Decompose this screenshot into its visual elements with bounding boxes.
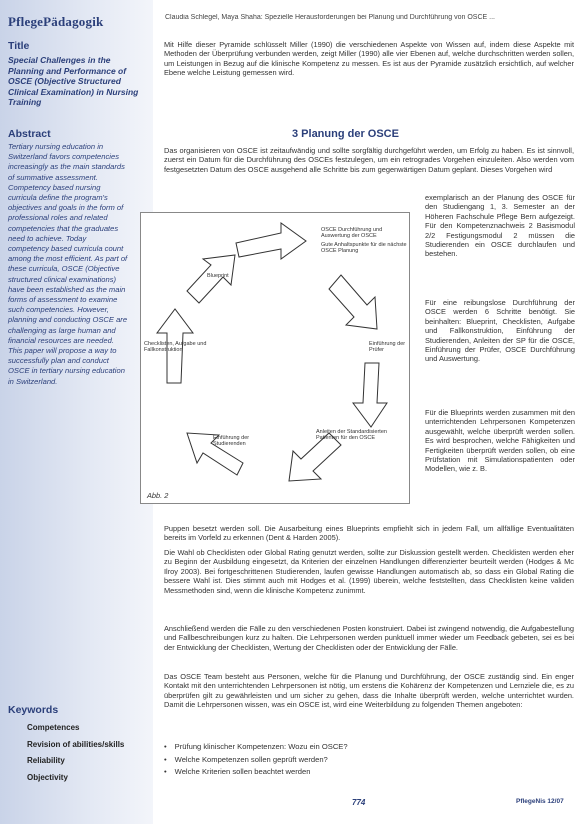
- paragraph-4: Die Wahl ob Checklisten oder Global Rating genutzt werden, sollte zur Diskussion gestellt werden. Checklisten werden eher zu Beginn der Ausbildung eingesetzt, da Kriterien der einzelnen Handlungen differenzierter beurteilt werden (Hodges & Mc Ilroy 2003). Bei fortgeschrittenen Studierenden, laufen gewisse Handlungen automatisch ab, so dass ein Global Rating die bessere Wahl ist. Dies stimmt auch mit Hodges et al. (1999) überein, welche feststellten, dass Checklisten keine validen Messmethoden sind, wenn die klinische Kompetenz zunimmt.: [164, 548, 574, 595]
- cycle-arrow: [236, 223, 306, 259]
- section-title: 3 Planung der OSCE: [292, 128, 399, 140]
- figure-caption: Abb. 2: [147, 491, 169, 500]
- journal-issue: PflegeNis 12/07: [516, 798, 564, 805]
- cycle-arrows-graphic: [141, 213, 411, 505]
- figure-label-students: Einführung der Studierenden: [213, 435, 250, 448]
- paragraph-3-continued: Puppen besetzt werden soll. Die Ausarbeitung eines Blueprints empfiehlt sich in jedem Fall, um allfällige Eventualitäten bereits im Vorfeld zu erkennen (Dent & Harden 2005).: [164, 524, 574, 543]
- keywords-heading: Keywords: [8, 704, 59, 716]
- cycle-arrow: [329, 275, 377, 329]
- keyword-item: Revision of abilities/skills: [27, 739, 125, 749]
- paragraph-1-right: exemplarisch an der Planung des OSCE für den Studiengang 1, 3. Semester an der Höheren Fachschule Pflege Bern aufgezeigt. Für den Kompetenznachweis 2 Basismodul 2/2 Festigungsmodul 2 müssen die Studierenden ein OSCE durchlaufen und bestehen.: [425, 193, 575, 259]
- running-title: Claudia Schlegel, Maya Shaha: Spezielle Herausforderungen bei Planung und Durchführung von OSCE ...: [165, 14, 495, 21]
- abstract-text: Tertiary nursing education in Switzerland favors competencies increasingly as the main standards of summative assessment. Competency based nursing curricula define the program's objectives and goals in the form of professional roles and related competencies that the graduates need to achieve. Today competency based curricula count among the most efficient. As part of these curricula, OSCE (Objective structured clinical examinations) have been established as the main forms of assessment to examine such competencies. However, planning and conducting OSCE are challenging as large human and financial resources are needed. This paper will propose a way to successfully plan and conduct OSCE in tertiary nursing education in Switzerland.: [8, 142, 128, 386]
- page-number: 774: [352, 798, 366, 807]
- english-title: Special Challenges in the Planning and Performance of OSCE (Objective Structured Clinical Examination) in Nursing Training: [8, 55, 139, 107]
- intro-paragraph: Mit Hilfe dieser Pyramide schlüsselt Miller (1990) die verschiedenen Aspekte von Wissen auf, indem diese Aspekte mit Methoden der Überprüfung verbunden werden, zeigt Miller (1990) alle vier Ebenen auf, welche durchschritten werden sollen, um Leistungen in Bezug auf die klinische Kompetenz zu messen. Es ist aus der Pyramide zusätzlich ersichtlich, auf welcher Ebene welche Leistung gemessen wird.: [164, 40, 574, 78]
- bullet-list: [164, 741, 348, 779]
- bullet-item: • Welche Kompetenzen sollen geprüft werden?: [164, 754, 348, 767]
- abstract-heading: Abstract: [8, 128, 51, 140]
- paragraph-3-right: Für die Blueprints werden zusammen mit den unterrichtenden Lehrpersonen Kompetenzen ausgewählt, welche überprüft werden sollen. Es wird besprochen, welche Fähigkeiten und Fertigkeiten überprüft werden sollen, ob eine Prüfstation mit Simulationspatienten oder Modellen, wie z. B.: [425, 408, 575, 474]
- planning-cycle-figure: [140, 212, 410, 504]
- paragraph-5: Anschließend werden die Fälle zu den verschiedenen Posten konstruiert. Dabei ist zwingend notwendig, die Aufgabestellung und Fallbeschreibungen kurz zu halten. Die Lehrpersonen werden punktuell immer wieder um Feedback gebeten, sei es bei der Entwicklung der Checklisten, Wertung der Checklisten oder der Entwicklung der Fälle.: [164, 624, 574, 652]
- bullet-item: • Welche Kriterien sollen beachtet werden: [164, 766, 348, 779]
- paragraph-6: Das OSCE Team besteht aus Personen, welche für die Planung und Durchführung, der OSCE zuständig sind. Ein enger Kontakt mit den unterrichtenden Lehrpersonen ist nötig, um erstens die Kohärenz der Kompetenzen und Lernziele die, es zu überprüfen gilt zu gewährleisten und um sicher zu gehen, dass die Inhalte überprüft werden, welche unterrichtet wurden. Damit die Lehrpersonen wissen, was ein OSCE ist, wird eine Weiterbildung zu folgenden Themen angeboten:: [164, 672, 574, 710]
- paragraph-2-right: Für eine reibungslose Durchführung der OSCE werden 6 Schritte benötigt. Sie beinhalten: Blueprint, Checklisten, Aufgabe und Fallkonstruktion, Einführung der Studierenden, Anleiten der SP für die OSCE, Einführung der Prüfer, OSCE Durchführung und Auswertung.: [425, 298, 575, 364]
- figure-label-osce: OSCE Durchführung und Auswertung der OSCE: [321, 227, 383, 240]
- paragraph-1: Das organisieren von OSCE ist zeitaufwändig und sollte sorgfältig durchgeführt werden, um Erfolg zu haben. Es ist sinnvoll, zuerst ein Datum für die Durchführung des OSCEs festzulegen, um ein retrogrades Vorgehen einzuleiten. Also werden vom festgesetzten Datum des OSCE ausgehend alle Schritte bis zum gegenwärtigen Datum geplant. Dieses Vorgehen wird: [164, 146, 574, 174]
- figure-label-examiners: Einführung der Prüfer: [369, 341, 406, 354]
- figure-label-checklists: Checklisten, Aufgabe und Fallkonstruktion: [144, 341, 207, 354]
- keywords-list: [27, 720, 124, 786]
- title-heading: Title: [8, 40, 30, 52]
- figure-label-next-planning: Gute Anhaltspunkte für die nächste OSCE Planung: [321, 242, 407, 255]
- figure-label-blueprint: Blueprint: [207, 273, 229, 279]
- sidebar: [0, 0, 153, 824]
- keyword-item: Objectivity: [27, 772, 68, 782]
- bullet-item: • Prüfung klinischer Kompetenzen: Wozu ein OSCE?: [164, 741, 348, 754]
- journal-logo: PflegePädagogik: [8, 14, 104, 29]
- keyword-item: Reliability: [27, 756, 65, 765]
- keyword-item: Competences: [27, 723, 80, 732]
- cycle-arrow: [353, 363, 387, 427]
- figure-label-standardized-patients: Anleiten der Standardisierten Patienten für den OSCE: [316, 429, 387, 442]
